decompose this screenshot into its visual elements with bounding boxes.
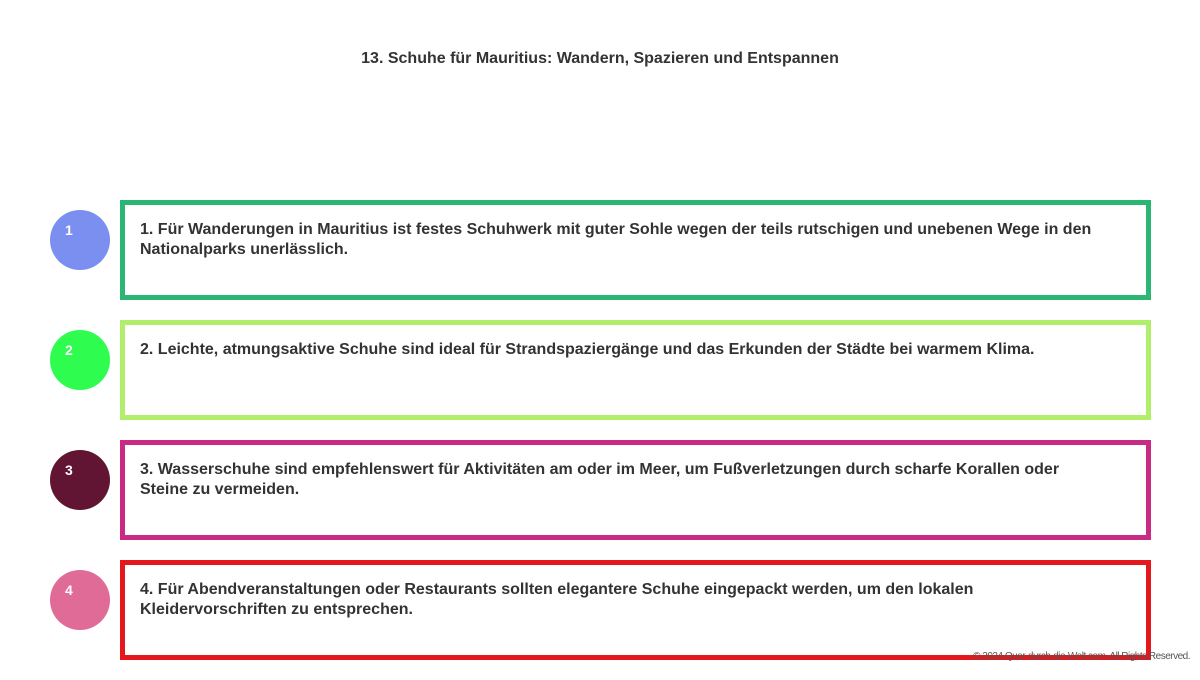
step-box	[120, 200, 1151, 300]
step-text: 4. Für Abendveranstaltungen oder Restaurants sollten elegantere Schuhe eingepackt werden, um den lokalen Kleidervorschriften zu entsprechen.	[140, 581, 974, 618]
page-title: 13. Schuhe für Mauritius: Wandern, Spazieren und Entspannen	[361, 50, 839, 67]
copyright-footer: © 2024 Quer-durch-die-Welt.com. All Rights Reserved.	[973, 651, 1190, 662]
step-4	[50, 560, 1151, 660]
step-number-circle	[50, 570, 110, 630]
step-2	[50, 320, 1151, 420]
step-number-circle	[50, 450, 110, 510]
step-1	[50, 200, 1151, 300]
step-text: 3. Wasserschuhe sind empfehlenswert für Aktivitäten am oder im Meer, um Fußverletzungen durch scharfe Korallen oder Steine zu vermeiden.	[140, 461, 1060, 498]
step-number-circle	[50, 210, 110, 270]
step-number: 3	[65, 462, 73, 478]
step-box	[120, 440, 1151, 540]
step-text: 2. Leichte, atmungsaktive Schuhe sind ideal für Strandspaziergänge und das Erkunden der Städte bei warmem Klima.	[140, 341, 1035, 358]
step-number: 1	[65, 222, 73, 238]
step-number-circle	[50, 330, 110, 390]
step-number: 4	[65, 582, 73, 598]
step-text: 1. Für Wanderungen in Mauritius ist festes Schuhwerk mit guter Sohle wegen der teils rutschigen und unebenen Wege in den Nationalparks unerlässlich.	[140, 221, 1092, 258]
step-box	[120, 320, 1151, 420]
step-box	[120, 560, 1151, 660]
step-number: 2	[65, 342, 73, 358]
step-3	[50, 440, 1151, 540]
